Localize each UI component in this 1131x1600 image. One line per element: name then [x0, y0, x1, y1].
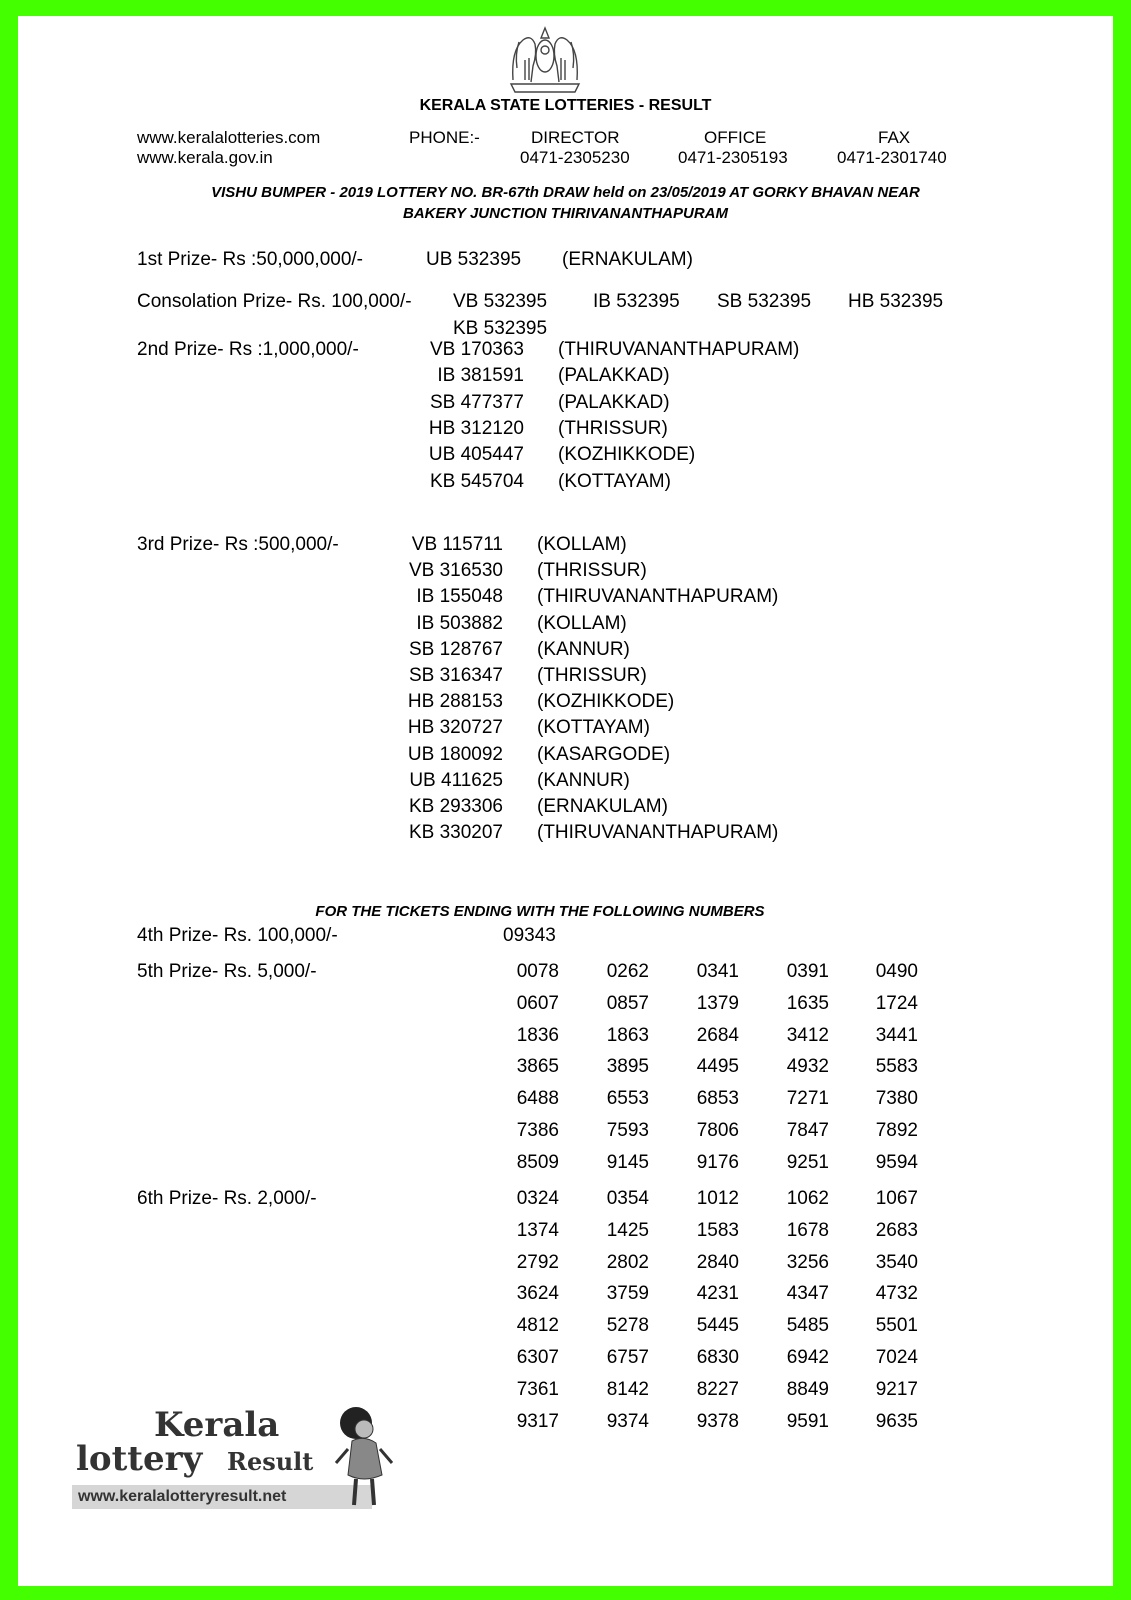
third-prize-ticket: UB 180092 — [407, 743, 503, 765]
fifth-prize-number: 3865 — [516, 1056, 559, 1078]
fifth-prize-number: 0262 — [606, 961, 649, 982]
fourth-prize-number: 09343 — [503, 925, 556, 946]
third-prize-ticket: IB 503882 — [416, 612, 503, 634]
website-link-1[interactable]: www.keralalotteries.com — [137, 128, 321, 147]
sixth-prize-number: 1067 — [875, 1188, 918, 1209]
fax-label: FAX — [878, 128, 911, 147]
second-prize-place: (THRISSUR) — [558, 417, 668, 439]
watermark-word-lottery: lottery — [76, 1439, 203, 1479]
fifth-prize-number: 0607 — [516, 992, 559, 1014]
fifth-prize-number: 6853 — [696, 1088, 739, 1110]
consolation-ticket: HB 532395 — [848, 291, 944, 312]
sixth-prize-number: 3540 — [875, 1251, 918, 1273]
consolation-prize-label: Consolation Prize- Rs. 100,000/- — [137, 291, 412, 312]
draw-info-line-1: VISHU BUMPER - 2019 LOTTERY NO. BR-67th DRAW held on 23/05/2019 AT GORKY BHAVAN NEAR — [211, 184, 920, 201]
fifth-prize-number: 7271 — [786, 1088, 829, 1110]
fifth-prize-number: 9176 — [696, 1151, 739, 1173]
fifth-prize-number: 0341 — [696, 961, 739, 982]
fifth-prize-number: 1635 — [786, 992, 829, 1014]
second-prize-ticket: HB 312120 — [428, 417, 524, 439]
director-label: DIRECTOR — [531, 128, 620, 147]
sixth-prize-number: 3256 — [786, 1251, 829, 1273]
third-prize-ticket: KB 330207 — [408, 822, 503, 844]
sixth-prize-number: 0354 — [606, 1188, 649, 1209]
sixth-prize-number: 2683 — [875, 1219, 918, 1241]
sixth-prize-number: 4732 — [875, 1283, 918, 1305]
fifth-prize-number: 6488 — [516, 1088, 559, 1110]
sixth-prize-number: 1425 — [606, 1219, 649, 1241]
second-prize-ticket: KB 545704 — [429, 470, 524, 492]
fifth-prize-number: 3895 — [606, 1056, 649, 1078]
third-prize-ticket: IB 155048 — [416, 586, 503, 608]
third-prize-place: (KANNUR) — [537, 769, 630, 791]
sixth-prize-number: 1678 — [786, 1219, 829, 1241]
sixth-prize-number: 3624 — [516, 1283, 559, 1305]
director-phone: 0471-2305230 — [520, 148, 630, 167]
third-prize-place: (KOZHIKKODE) — [537, 691, 675, 713]
fifth-prize-number: 7593 — [606, 1120, 649, 1141]
sixth-prize-number: 5278 — [606, 1315, 649, 1337]
sixth-prize-number: 4347 — [786, 1283, 829, 1305]
fifth-prize-number: 9594 — [875, 1151, 918, 1173]
sixth-prize-number: 8227 — [696, 1378, 739, 1400]
third-prize-ticket: UB 411625 — [409, 769, 503, 791]
second-prize-place: (KOTTAYAM) — [558, 470, 671, 492]
sixth-prize-number: 1583 — [696, 1219, 739, 1241]
mascot-icon — [334, 1405, 394, 1509]
sixth-prize-number: 9374 — [606, 1410, 649, 1432]
fifth-prize-label: 5th Prize- Rs. 5,000/- — [137, 961, 317, 982]
fifth-prize-number: 1836 — [516, 1024, 559, 1046]
website-link-2[interactable]: www.kerala.gov.in — [137, 148, 273, 167]
third-prize-ticket: SB 316347 — [408, 665, 503, 686]
sixth-prize-number: 9635 — [875, 1410, 918, 1432]
sixth-prize-number: 1012 — [696, 1188, 739, 1209]
fifth-prize-number: 0391 — [786, 961, 829, 982]
third-prize-ticket: HB 288153 — [407, 691, 503, 713]
fifth-prize-number: 7386 — [516, 1120, 559, 1141]
fifth-prize-number: 5583 — [875, 1056, 918, 1078]
first-prize-ticket: UB 532395 — [426, 249, 522, 270]
fifth-prize-number: 0857 — [606, 992, 649, 1014]
sixth-prize-number: 9217 — [875, 1378, 918, 1400]
fifth-prize-number: 1724 — [875, 992, 918, 1014]
watermark-word-kerala: Kerala — [154, 1405, 280, 1445]
fifth-prize-number: 1379 — [696, 992, 739, 1014]
phone-label: PHONE:- — [409, 128, 480, 147]
sixth-prize-number: 5445 — [696, 1315, 739, 1337]
sixth-prize-number: 1062 — [786, 1188, 829, 1209]
sixth-prize-number: 5501 — [875, 1315, 918, 1337]
sixth-prize-number: 2792 — [516, 1251, 559, 1273]
fifth-prize-number: 3412 — [786, 1024, 829, 1046]
third-prize-place: (KOLLAM) — [537, 612, 627, 634]
third-prize-ticket: VB 316530 — [408, 560, 503, 582]
sixth-prize-number: 4231 — [696, 1283, 739, 1305]
office-phone: 0471-2305193 — [678, 148, 788, 167]
second-prize-ticket: SB 477377 — [429, 391, 524, 413]
sixth-prize-number: 6942 — [786, 1347, 829, 1368]
fifth-prize-number: 0078 — [516, 961, 559, 982]
watermark-url[interactable]: www.keralalotteryresult.net — [72, 1485, 372, 1509]
sixth-prize-number: 2802 — [606, 1251, 649, 1273]
sixth-prize-number: 6307 — [516, 1347, 559, 1368]
sixth-prize-number: 0324 — [516, 1188, 559, 1209]
sixth-prize-number: 5485 — [786, 1315, 829, 1337]
third-prize-label: 3rd Prize- Rs :500,000/- — [137, 534, 339, 555]
fifth-prize-number: 4932 — [786, 1056, 829, 1078]
third-prize-place: (KASARGODE) — [537, 743, 671, 765]
second-prize-ticket: VB 170363 — [429, 339, 524, 360]
second-prize-place: (KOZHIKKODE) — [558, 444, 696, 466]
second-prize-ticket: IB 381591 — [437, 365, 524, 387]
fifth-prize-number: 7806 — [696, 1120, 739, 1141]
third-prize-ticket: HB 320727 — [407, 717, 503, 739]
watermark-logo — [72, 1405, 392, 1511]
third-prize-place: (THIRUVANANTHAPURAM) — [537, 822, 779, 844]
sixth-prize-number: 8142 — [606, 1378, 649, 1400]
sixth-prize-number: 1374 — [516, 1219, 559, 1241]
sixth-prize-number: 6757 — [606, 1347, 649, 1368]
kerala-emblem-icon — [505, 20, 585, 94]
consolation-ticket: VB 532395 — [453, 291, 548, 312]
fifth-prize-number: 7380 — [875, 1088, 918, 1110]
fifth-prize-number: 9145 — [606, 1151, 649, 1173]
first-prize-place: (ERNAKULAM) — [562, 249, 693, 270]
ending-numbers-note: FOR THE TICKETS ENDING WITH THE FOLLOWING NUMBERS — [315, 903, 765, 920]
fifth-prize-number: 3441 — [875, 1024, 918, 1046]
first-prize-label: 1st Prize- Rs :50,000,000/- — [137, 249, 363, 270]
second-prize-place: (THIRUVANANTHAPURAM) — [558, 339, 800, 360]
consolation-ticket: SB 532395 — [717, 291, 812, 312]
fifth-prize-number: 2684 — [696, 1024, 739, 1046]
sixth-prize-number: 6830 — [696, 1347, 739, 1368]
sixth-prize-label: 6th Prize- Rs. 2,000/- — [137, 1188, 317, 1209]
third-prize-place: (THIRUVANANTHAPURAM) — [537, 586, 779, 608]
consolation-ticket: IB 532395 — [593, 291, 680, 312]
sixth-prize-number: 9317 — [516, 1410, 559, 1432]
fifth-prize-number: 4495 — [696, 1056, 739, 1078]
office-label: OFFICE — [704, 128, 767, 147]
second-prize-place: (PALAKKAD) — [558, 365, 670, 387]
page-title: KERALA STATE LOTTERIES - RESULT — [419, 97, 712, 114]
fifth-prize-number: 7892 — [875, 1120, 918, 1141]
third-prize-ticket: KB 293306 — [408, 796, 503, 817]
fifth-prize-number: 1863 — [606, 1024, 649, 1046]
fifth-prize-number: 7847 — [786, 1120, 829, 1141]
third-prize-place: (KANNUR) — [537, 638, 630, 660]
fifth-prize-number: 9251 — [786, 1151, 829, 1173]
sixth-prize-number: 4812 — [516, 1315, 559, 1337]
watermark-word-result: Result — [227, 1447, 314, 1476]
fourth-prize-label: 4th Prize- Rs. 100,000/- — [137, 925, 338, 946]
sixth-prize-number: 3759 — [606, 1283, 649, 1305]
second-prize-ticket: UB 405447 — [428, 444, 524, 466]
third-prize-place: (ERNAKULAM) — [537, 796, 668, 817]
third-prize-ticket: VB 115711 — [411, 534, 503, 555]
fax-phone: 0471-2301740 — [837, 148, 947, 167]
fifth-prize-number: 6553 — [606, 1088, 649, 1110]
second-prize-place: (PALAKKAD) — [558, 391, 670, 413]
sixth-prize-number: 9591 — [786, 1410, 829, 1432]
sixth-prize-number: 9378 — [696, 1410, 739, 1432]
fifth-prize-number: 0490 — [875, 961, 918, 982]
third-prize-place: (THRISSUR) — [537, 560, 647, 582]
third-prize-place: (KOTTAYAM) — [537, 717, 650, 739]
sixth-prize-number: 8849 — [786, 1378, 829, 1400]
second-prize-label: 2nd Prize- Rs :1,000,000/- — [137, 339, 359, 360]
third-prize-place: (THRISSUR) — [537, 665, 647, 686]
sixth-prize-number: 7361 — [516, 1378, 559, 1400]
third-prize-ticket: SB 128767 — [408, 638, 503, 660]
sixth-prize-number: 2840 — [696, 1251, 739, 1273]
draw-info-line-2: BAKERY JUNCTION THIRIVANANTHAPURAM — [402, 205, 728, 222]
sixth-prize-number: 7024 — [875, 1347, 918, 1368]
consolation-ticket: KB 532395 — [453, 318, 548, 339]
third-prize-place: (KOLLAM) — [537, 534, 627, 555]
fifth-prize-number: 8509 — [516, 1151, 559, 1173]
